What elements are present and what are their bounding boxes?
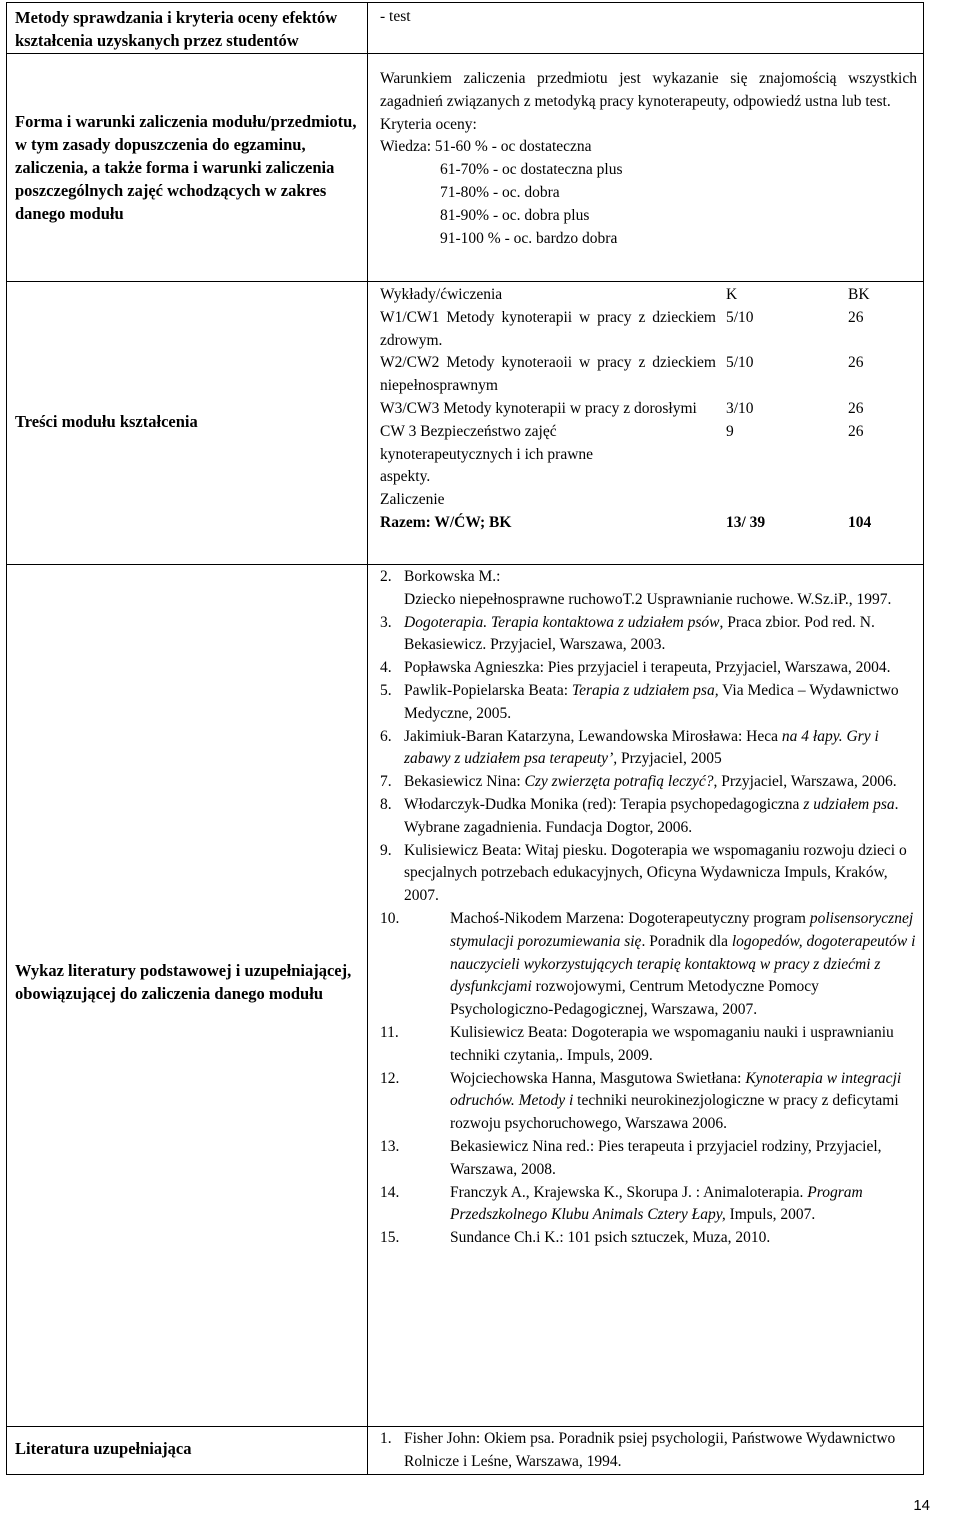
lecture-row [368,398,923,421]
label-cell [7,54,368,282]
lecture-k: 3/10 [726,399,754,417]
grade-line: 61-70% - oc dostateczna plus [440,161,623,179]
lecture-name: W1/CW1 Metody kynoterapii w pracy z dzieckiem zdrowym. [380,308,716,349]
content-cell [368,3,924,54]
literature-item [368,680,923,726]
item-text: Borkowska M.: Dziecko niepełnosprawne ruchowoT.2 Usprawnianie ruchowe. W.Sz.iP., 1997. [404,568,892,608]
row-supplementary [7,1427,924,1475]
lecture-name: W3/CW3 Metody kynoterapii w pracy z dorosłymi [380,399,697,417]
criteria-heading: Kryteria oceny: [380,115,477,133]
item-text: Sundance Ch.i K.: 101 psich sztuczek, Muza, 2010. [450,1229,771,1247]
total-label: Razem: W/ĆW; BK [380,513,512,531]
lecture-k: 5/10 [726,354,754,372]
literature-item [368,1182,923,1228]
item-number: 6. [380,727,392,745]
total-row [368,512,923,535]
methods-text: - test [380,8,411,25]
label-conditions: Forma i warunki zaliczenia modułu/przedmiotu, w tym zasady dopuszczenia do egzaminu, zaliczenia, a także forma i warunki zaliczenia poszczególnych zajęć wchodzących w zakres danego modułu [15,112,357,223]
item-number: 7. [380,773,392,791]
lectures-col-k: K [726,286,738,303]
lectures-col-name: Wykłady/ćwiczenia [380,286,503,303]
content-cell [368,54,924,282]
label-cell [7,565,368,1427]
item-text: Bekasiewicz Nina: Czy zwierzęta potrafią leczyć?, Przyjaciel, Warszawa, 2006. [404,773,897,791]
item-text: Popławska Agnieszka: Pies przyjaciel i terapeuta, Przyjaciel, Warszawa, 2004. [404,659,891,677]
grade-line: Wiedza: 51-60 % - oc dostateczna [380,138,592,156]
item-number: 10. [380,909,400,927]
row-methods [7,3,924,54]
total-k: 13/ 39 [726,513,766,531]
lecture-bk: 26 [848,422,864,440]
item-number: 14. [380,1183,400,1201]
lecture-row [368,307,923,353]
literature-item [368,908,923,1022]
lectures-header [368,282,923,307]
module-table [6,2,924,1475]
item-text: Franczyk A., Krajewska K., Skorupa J. : Animaloterapia. Program Przedszkolnego Klubu Animals Cztery Łapy, Impuls, 2007. [450,1183,863,1224]
item-number: 9. [380,841,392,859]
row-conditions [7,54,924,282]
grade-line: 81-90% - oc. dobra plus [440,206,590,224]
page-number: 14 [913,1497,930,1514]
label-supplementary: Literatura uzupełniająca [15,1439,192,1458]
row-contents [7,282,924,565]
item-number: 4. [380,659,392,677]
literature-item [368,840,923,908]
content-cell [368,282,924,565]
literature-item [368,726,923,772]
item-text: Bekasiewicz Nina red.: Pies terapeuta i przyjaciel rodziny, Przyjaciel, Warszawa, 2008. [450,1137,882,1178]
item-number: 1. [380,1430,392,1447]
literature-item [368,771,923,794]
item-number: 13. [380,1137,400,1155]
item-text: Fisher John: Okiem psa. Poradnik psiej psychologii, Państwowe Wydawnictwo Rolnicze i Leśne, Warszawa, 1994. [404,1430,896,1470]
label-cell [7,3,368,54]
item-number: 3. [380,613,392,631]
literature-item [368,1022,923,1068]
lecture-bk: 26 [848,399,864,417]
item-number: 5. [380,681,392,699]
label-methods: Metody sprawdzania i kryteria oceny efektów kształcenia uzyskanych przez studentów [15,8,338,50]
item-text: Kulisiewicz Beata: Witaj piesku. Dogoterapia we wspomaganiu rozwoju dzieci o specjalnych potrzebach edukacyjnych, Oficyna Wydawnicza Impuls, Kraków, 2007. [404,841,907,905]
literature-item [368,1427,923,1474]
item-text: Dogoterapia. Terapia kontaktowa z udziałem psów, Praca zbior. Pod red. N. Bekasiewicz. Przyjaciel, Warszawa, 2003. [404,613,875,654]
content-cell [368,565,924,1427]
item-text: Kulisiewicz Beata: Dogoterapia we wspomaganiu nauki i usprawnianiu techniki czytania,. Impuls, 2009. [450,1023,894,1064]
label-cell [7,282,368,565]
conditions-text: Warunkiem zaliczenia przedmiotu jest wykazanie się znajomością wszystkich zagadnień związanych z metodyką pracy kynoterapeuty, odpowiedź ustna lub test. [380,70,917,110]
item-number: 12. [380,1069,400,1087]
item-text: Włodarczyk-Dudka Monika (red): Terapia psychopedagogiczna z udziałem psa. Wybrane zagadnienia. Fundacja Dogtor, 2006. [404,795,899,836]
literature-item [368,612,923,658]
label-cell [7,1427,368,1475]
item-text: Pawlik-Popielarska Beata: Terapia z udziałem psa, Via Medica – Wydawnictwo Medyczne, 2005. [404,681,899,722]
label-literature: Wykaz literatury podstawowej i uzupełniającej, obowiązującej do zaliczenia danego modułu [15,961,352,1003]
literature-item [368,566,923,612]
total-bk: 104 [848,513,872,531]
lecture-k: 5/10 [726,308,754,326]
literature-item [368,1136,923,1182]
lecture-k: 9 [726,422,734,440]
literature-item [368,1227,923,1250]
row-literature [7,565,924,1427]
item-text: Wojciechowska Hanna, Masgutowa Swietłana: Kynoterapia w integracji odruchów. Metody i techniki neurokinezjologiczne w pracy z deficytami rozwoju psychoruchowego, Warszawa 2006. [450,1069,902,1133]
item-text: Machoś-Nikodem Marzena: Dogoterapeutyczny program polisensorycznej stymulacji porozumiewania się. Poradnik dla logopedów, dogoterapeutów i nauczycieli wykorzystujących terapię kontaktową w pracy z dziećmi z dysfunkcjami rozwojowymi, Centrum Metodyczne Pomocy Psychologiczno-Pedagogicznej, Warszawa, 2007. [450,909,916,1019]
grade-line: 91-100 % - oc. bardzo dobra [440,229,618,247]
literature-item [368,1068,923,1136]
lecture-row [368,352,923,398]
lecture-name: CW 3 Bezpieczeństwo zajęć kynoterapeutycznych i ich prawne aspekty. [380,422,594,486]
zaliczenie-label: Zaliczenie [380,491,445,509]
lectures-col-bk: BK [848,286,870,303]
lecture-bk: 26 [848,308,864,326]
literature-item [368,657,923,680]
content-cell [368,1427,924,1475]
item-number: 11. [380,1023,399,1041]
lecture-name: W2/CW2 Metody kynoteraoii w pracy z dzieckiem niepełnosprawnym [380,354,716,395]
grade-line: 71-80% - oc. dobra [440,183,560,201]
lecture-bk: 26 [848,354,864,372]
item-number: 15. [380,1229,400,1247]
literature-item [368,794,923,840]
item-number: 2. [380,568,392,585]
item-number: 8. [380,795,392,813]
label-contents: Treści modułu kształcenia [15,412,198,431]
lecture-row [368,421,923,489]
item-text: Jakimiuk-Baran Katarzyna, Lewandowska Mirosława: Heca na 4 łapy. Gry i zabawy z udziałem psa terapeuty’, Przyjaciel, 2005 [404,727,879,768]
